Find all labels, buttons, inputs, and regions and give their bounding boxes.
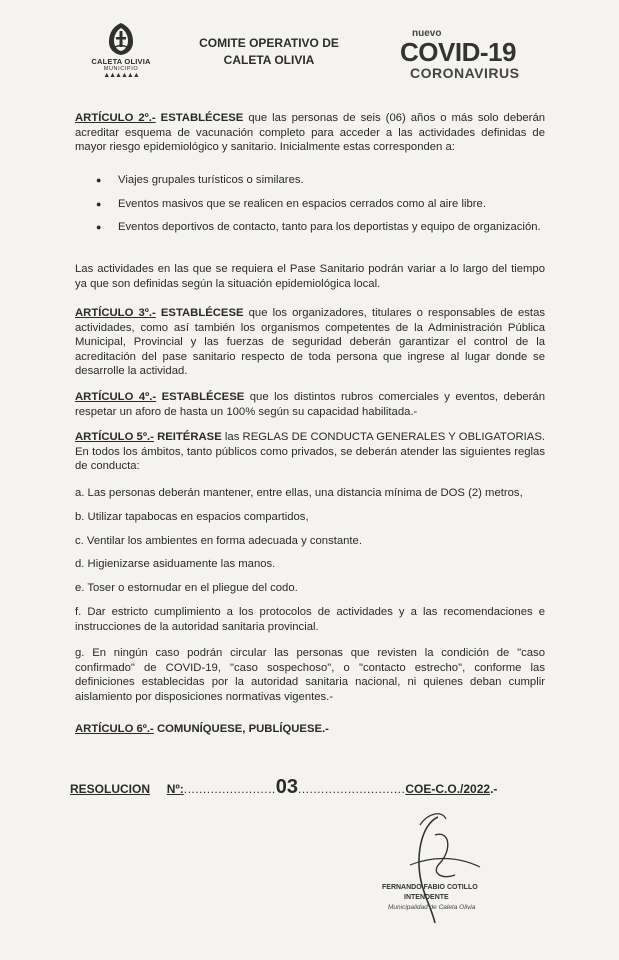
committee-title xyxy=(180,35,358,69)
bullet-icon: ● xyxy=(96,175,102,185)
resolution-end: .- xyxy=(490,782,498,796)
article-4 xyxy=(75,390,545,419)
resolution-label: RESOLUCION xyxy=(70,782,151,796)
article-5-text: las REGLAS DE CONDUCTA GENERALES Y OBLIGATORIAS. En todos los ámbitos, tanto públicos como privados, se deberán atender las siguientes reglas de conducta: xyxy=(75,431,546,472)
article-2-text: que las personas de seis (06) años o más solo deberán acreditar esquema de vacunación completo para acceder a las actividades definidas de mayor riesgo epidemiológico y sanitario. Inicialmente estas corresponden a: xyxy=(75,112,546,153)
article-4-verb: ESTABLÉCESE xyxy=(161,391,245,403)
resolution-number: 03 xyxy=(275,776,298,798)
resolution-dots-1: ........................ xyxy=(183,782,276,796)
covid-badge xyxy=(400,28,550,81)
committee-line-1: COMITE OPERATIVO DE xyxy=(199,36,339,50)
covid-subtitle: CORONAVIRUS xyxy=(410,65,520,81)
resolution-dots-2: ............................ xyxy=(298,782,406,796)
rule-g: g. En ningún caso podrán circular las personas que revisten la condición de "caso confirmado" de COVID-19, "caso sospechoso", o "contacto estrecho", conforme las definiciones establecidas por la autoridad sanitaria nacional, ni quienes deban cumplir aislamiento por disposiciones normativas vigentes.- xyxy=(75,647,545,703)
list-item: ● Eventos masivos que se realicen en espacios cerrados como al aire libre. xyxy=(96,197,486,210)
caleta-olivia-crest-icon xyxy=(107,22,135,56)
article-2-closing: Las actividades en las que se requiera el Pase Sanitario podrán variar a lo largo del tiempo ya que son definidas según la situación epidemiológica local. xyxy=(75,263,545,290)
article-6 xyxy=(75,722,545,737)
article-5-label: ARTÍCULO 5º.- xyxy=(75,431,154,443)
list-item: ● Viajes grupales turísticos o similares. xyxy=(96,174,304,186)
rule-e: e. Toser o estornudar en el pliegue del codo. xyxy=(75,582,298,594)
resolution-nro: Nº: xyxy=(166,782,184,796)
covid-nuevo: nuevo xyxy=(412,28,442,39)
covid-title: COVID-19 xyxy=(400,37,516,67)
rule-d: d. Higienizarse asiduamente las manos. xyxy=(75,558,276,570)
rule-a: a. Las personas deberán mantener, entre ellas, una distancia mínima de DOS (2) metros, xyxy=(75,487,523,499)
article-2-verb: ESTABLÉCESE xyxy=(160,112,244,124)
article-5-verb: REITÉRASE xyxy=(157,431,222,443)
resolution-line xyxy=(70,776,550,799)
article-3-verb: ESTABLÉCESE xyxy=(160,307,244,319)
logo-name: CALETA OLIVIA xyxy=(91,57,151,66)
bullet-icon: ● xyxy=(96,222,102,232)
handwritten-signature-icon xyxy=(380,805,510,935)
article-6-label: ARTÍCULO 6º.- xyxy=(75,723,154,735)
committee-line-2: CALETA OLIVIA xyxy=(223,53,315,67)
article-3 xyxy=(75,306,545,379)
signatory-place: Municipalidad de Caleta Olivia xyxy=(388,904,476,911)
article-2 xyxy=(75,111,545,155)
bullet-icon: ● xyxy=(96,198,102,209)
logo-subtitle: MUNICIPIO xyxy=(103,66,139,72)
rule-f: f. Dar estricto cumplimiento a los protocolos de actividades y a las recomendaciones e instrucciones de la autoridad sanitaria provincial. xyxy=(75,606,545,633)
municipality-logo xyxy=(84,22,158,80)
rule-c: c. Ventilar los ambientes en forma adecuada y constante. xyxy=(75,535,362,547)
logo-stripes-icon: ▲▲▲▲▲▲ xyxy=(103,72,139,79)
article-4-label: ARTÍCULO 4º.- xyxy=(75,391,157,403)
article-3-label: ARTÍCULO 3º.- xyxy=(75,307,156,319)
article-2-label: ARTÍCULO 2º.- xyxy=(75,112,156,124)
article-4-text: que los distintos rubros comerciales y eventos, deberán respetar un aforo de hasta un 100% según su capacidad habilitada.- xyxy=(75,391,545,418)
resolution-suffix: COE-C.O./2022 xyxy=(405,782,491,796)
signatory-role: INTENDENTE xyxy=(404,894,449,901)
list-item: ● Eventos deportivos de contacto, tanto para los deportistas y equipo de organización. xyxy=(96,221,541,233)
rule-b: b. Utilizar tapabocas en espacios compartidos, xyxy=(75,511,309,523)
signatory-name: FERNANDO FABIO COTILLO xyxy=(382,884,478,891)
article-6-text: COMUNÍQUESE, PUBLÍQUESE.- xyxy=(153,723,329,735)
article-2-bullets xyxy=(96,173,546,244)
article-5 xyxy=(75,430,545,474)
article-3-text: que los organizadores, titulares o responsables de estas actividades, como así también los organismos competentes de la Administración Pública Municipal, Provincial y las fuerzas de seguridad deberán garantizar el control de la acreditación del pase sanitario respecto de toda persona que ingrese al lugar donde se desarrolle la actividad. xyxy=(75,307,546,377)
